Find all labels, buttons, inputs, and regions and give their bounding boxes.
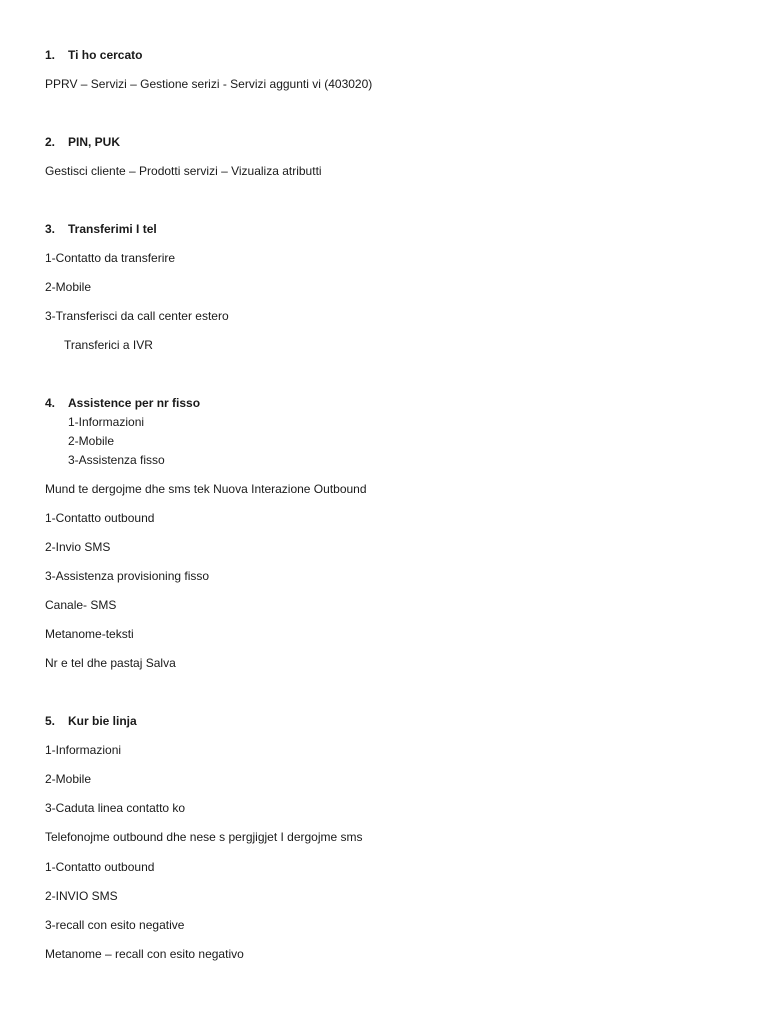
section-4-line: 2-Invio SMS — [45, 540, 111, 554]
section-2-heading — [45, 135, 120, 149]
section-1-line: PPRV – Servizi – Gestione serizi - Servizi aggunti vi (403020) — [45, 77, 373, 91]
section-5-line: Telefonojme outbound dhe nese s pergjigjet I dergojme sms — [45, 830, 363, 844]
section-title: PIN, PUK — [68, 135, 121, 149]
section-title: Ti ho cercato — [68, 48, 143, 62]
section-number: 4. — [45, 396, 56, 410]
section-4-line: Mund te dergojme dhe sms tek Nuova Interazione Outbound — [45, 482, 367, 496]
section-4-heading — [45, 396, 200, 410]
section-number: 3. — [45, 222, 56, 236]
section-2-line: Gestisci cliente – Prodotti servizi – Vizualiza atributti — [45, 164, 322, 178]
section-title: Kur bie linja — [68, 714, 137, 728]
section-5-line: 1-Contatto outbound — [45, 860, 155, 874]
section-4-line: Metanome-teksti — [45, 627, 134, 641]
section-5-line: 2-Mobile — [45, 772, 92, 786]
section-1-heading — [45, 48, 142, 62]
section-4-line: 3-Assistenza provisioning fisso — [45, 569, 210, 583]
section-5-line: Metanome – recall con esito negativo — [45, 947, 244, 961]
section-number: 5. — [45, 714, 56, 728]
section-4-line: 1-Contatto outbound — [45, 511, 155, 525]
section-4-line: Canale- SMS — [45, 598, 117, 612]
section-number: 2. — [45, 135, 56, 149]
section-title: Transferimi I tel — [68, 222, 157, 236]
section-5-heading — [45, 714, 137, 728]
section-5-line: 3-Caduta linea contatto ko — [45, 801, 186, 815]
section-number: 1. — [45, 48, 56, 62]
section-title: Assistence per nr fisso — [68, 396, 201, 410]
section-4-line: Nr e tel dhe pastaj Salva — [45, 656, 176, 670]
section-3-line: 1-Contatto da transferire — [45, 251, 176, 265]
section-4-sublist-item: 2-Mobile — [68, 434, 115, 448]
section-3-heading — [45, 222, 157, 236]
section-5-line: 2-INVIO SMS — [45, 889, 118, 903]
section-5-line: 3-recall con esito negative — [45, 918, 185, 932]
section-3-line: 3-Transferisci da call center estero — [45, 309, 229, 323]
section-4-sublist-item: 1-Informazioni — [68, 415, 145, 429]
section-3-indented-line: Transferici a IVR — [64, 338, 153, 352]
section-3-line: 2-Mobile — [45, 280, 92, 294]
section-5-line: 1-Informazioni — [45, 743, 122, 757]
section-4-sublist-item: 3-Assistenza fisso — [68, 453, 165, 467]
